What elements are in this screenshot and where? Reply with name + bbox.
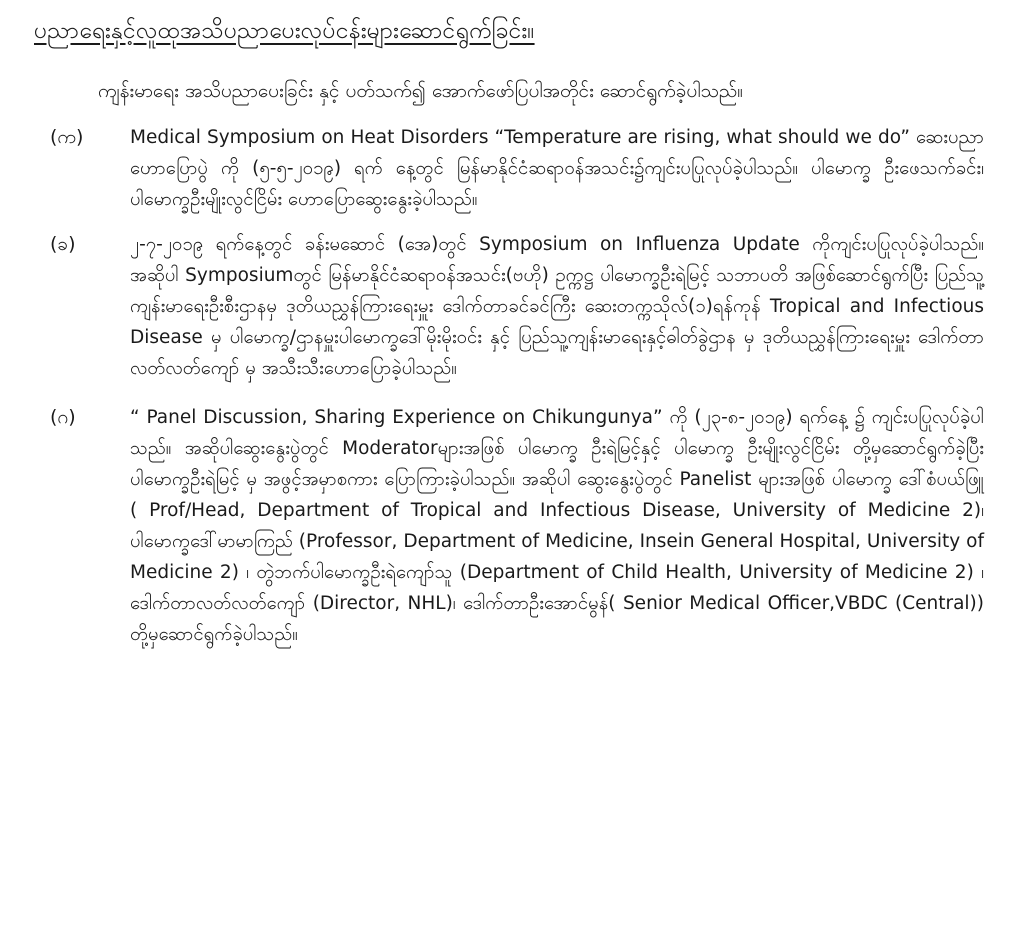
item-marker: (ခ) — [50, 233, 76, 255]
item-text: ၂-၇-၂၀၁၉ ရက်နေ့တွင် ခန်းမဆောင် (အေ)တွင် Symposium on Influenza Update ကိုကျင်းပပြုလုပ်ခဲ့ပါသည်။ အဆိုပါ Symposiumတွင် မြန်မာနိုင်ငံဆရာဝန်အသင်း(ဗဟို) ဥက္ကဋ္ဌ ပါမောက္ခဦးရဲမြင့် သဘာပတိ အဖြစ်ဆောင်ရွက်ပြီး ပြည်သူ့ကျန်းမာရေးဦးစီးဌာနမှ ဒုတိယညွှန်ကြားရေးမှူး ဒေါက်တာခင်ခင်ကြီး ဆေးတက္ကသိုလ်(၁)ရန်ကုန် Tropical and Infectious Disease မှ ပါမောက္ခ/ဌာနမှူးပါမောက္ခဒေါ်မိုးမိုးဝင်း နှင့် ပြည်သူ့ကျန်းမာရေးနှင့်ဓါတ်ခွဲဌာန မှ ဒုတိယညွှန်ကြားရေးမှူး ဒေါက်တာ လတ်လတ်ကျော် မှ အသီးသီးဟောပြောခဲ့ပါသည်။ — [130, 234, 984, 379]
list-item — [34, 122, 984, 215]
item-marker: (က) — [50, 126, 84, 148]
list-item — [34, 229, 984, 384]
item-text: “ Panel Discussion, Sharing Experience on Chikungunya” ကို (၂၃-၈-၂၀၁၉) ရက်နေ့ ၌ ကျင်းပပြုလုပ်ခဲ့ပါ သည်။ အဆိုပါဆွေးနွေးပွဲတွင် Moderatorများအဖြစ် ပါမောက္ခ ဦးရဲမြင့်နှင့် ပါမောက္ခ ဦးမျိုးလွင်ငြိမ်း တို့မှဆောင်ရွက်ခဲ့ပြီး ပါမောက္ခဦးရဲမြင့် မှ အဖွင့်အမှာစကား ပြောကြားခဲ့ပါသည်။ အဆိုပါ ဆွေးနွေးပွဲတွင် Panelist များအဖြစ် ပါမောက္ခ ဒေါ်စံပယ်ဖြူ ( Prof/Head, Department of Tropical and Infectious Disease, University of Medicine 2)၊ ပါမောက္ခဒေါ်မာမာကြည် (Professor, Department of Medicine, Insein General Hospital, University of Medicine 2) ၊ တွဲဘက်ပါမောက္ခဦးရဲကျော်သူ (Department of Child Health, University of Medicine 2) ၊ ဒေါက်တာလတ်လတ်ကျော် (Director, NHL)၊ ဒေါက်တာဦးအောင်မွန်( Senior Medical Officer,VBDC (Central)) တို့မှဆောင်ရွက်ခဲ့ပါသည်။ — [130, 407, 984, 645]
item-text: Medical Symposium on Heat Disorders “Temperature are rising, what should we do” ဆေးပညာဟောပြောပွဲ ကို (၅-၅-၂၀၁၉) ရက် နေ့တွင် မြန်မာနိုင်ငံဆရာဝန်အသင်း၌ကျင်းပပြုလုပ်ခဲ့ပါသည်။ ပါမောက္ခ ဦးဖေသက်ခင်း၊ ပါမောက္ခဦးမျိုးလွင်ငြိမ်း ဟောပြောဆွေးနွေးခဲ့ပါသည်။ — [130, 127, 984, 210]
item-marker: (ဂ) — [50, 406, 76, 428]
page-title: ပညာရေးနှင့်လူထုအသိပညာပေးလုပ်ငန်းများဆောင်ရွက်ခြင်း။ — [34, 18, 535, 44]
intro-paragraph: ကျန်းမာရေး အသိပညာပေးခြင်း နှင့် ပတ်သက်၍ အောက်ဖော်ပြပါအတိုင်း ဆောင်ရွက်ခဲ့ပါသည်။ — [98, 80, 744, 102]
list-item — [34, 402, 984, 650]
